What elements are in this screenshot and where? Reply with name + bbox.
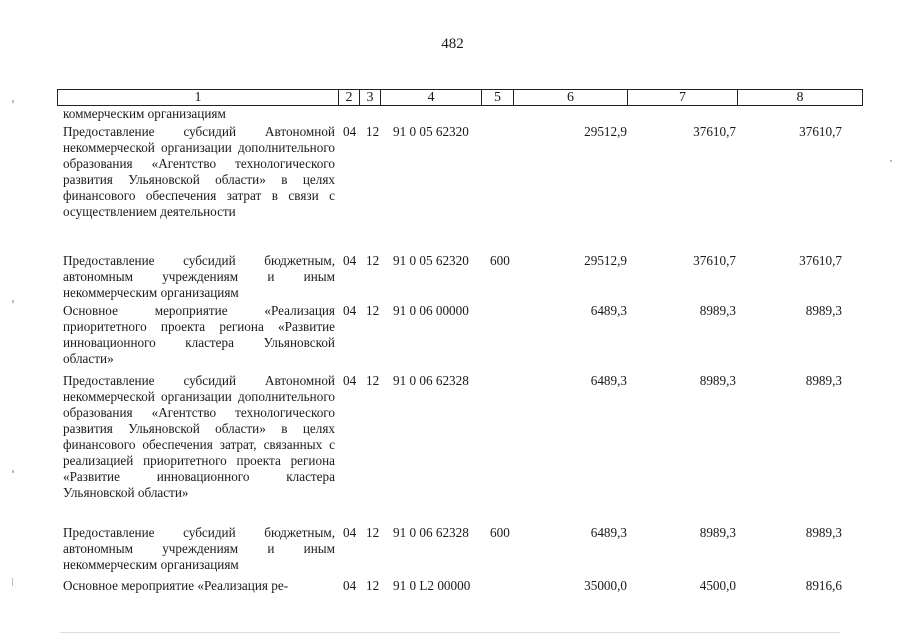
row-amount-col7: 4500,0 <box>699 578 736 593</box>
row-subsection: 12 <box>366 124 380 139</box>
row-target-article: 91 0 05 62320 <box>393 124 469 139</box>
row-description: Предоставление субсидий бюджетным, автономным учреждениям и иным некоммерческим организациям <box>63 525 335 572</box>
row-target-article: 91 0 06 62328 <box>393 373 469 388</box>
row-amount-col6: 6489,3 <box>590 373 627 388</box>
scan-speck <box>890 160 892 162</box>
column-header-5: 5 <box>482 90 514 105</box>
scan-edge-line <box>60 632 840 633</box>
column-header-1: 1 <box>58 90 339 105</box>
row-section: 04 <box>343 124 357 139</box>
row-target-article: 91 0 05 62320 <box>393 253 469 268</box>
column-header-4: 4 <box>381 90 482 105</box>
row-amount-col6: 6489,3 <box>590 525 627 540</box>
budget-table-body <box>0 106 905 598</box>
row-section: 04 <box>343 303 357 318</box>
row-section: 04 <box>343 373 357 388</box>
row-amount-col8: 37610,7 <box>799 253 842 268</box>
row-description: Предоставление субсидий Автономной некоммерческой организации дополнительного образования «Агентство технологического развития Ульяновской области» в целях финансового обеспечения затрат в связи с осуществлением деятельности <box>63 124 335 219</box>
column-header-7: 7 <box>628 90 738 105</box>
row-description: коммерческим организациям <box>63 106 226 121</box>
row-amount-col6: 29512,9 <box>584 124 627 139</box>
row-amount-col8: 8989,3 <box>805 303 842 318</box>
row-amount-col6: 35000,0 <box>584 578 627 593</box>
table-row <box>0 106 905 124</box>
row-amount-col8: 37610,7 <box>799 124 842 139</box>
row-amount-col8: 8916,6 <box>805 578 842 593</box>
column-header-2: 2 <box>339 90 360 105</box>
scan-speck <box>12 100 14 103</box>
scan-speck <box>12 578 13 586</box>
row-amount-col8: 8989,3 <box>805 525 842 540</box>
scan-speck <box>12 470 14 473</box>
page-number: 482 <box>441 36 464 52</box>
scan-speck <box>12 300 14 303</box>
row-target-article: 91 0 06 00000 <box>393 303 469 318</box>
row-description: Основное мероприятие «Реализация приоритетного проекта региона «Развитие инновационного кластера Ульяновской области» <box>63 303 335 366</box>
row-amount-col6: 29512,9 <box>584 253 627 268</box>
table-row <box>0 373 905 525</box>
table-row <box>0 124 905 253</box>
column-header-row <box>57 89 863 106</box>
table-row <box>0 525 905 578</box>
table-row <box>0 253 905 303</box>
row-section: 04 <box>343 253 357 268</box>
row-description: Основное мероприятие «Реализация ре- <box>63 578 289 593</box>
row-target-article: 91 0 06 62328 <box>393 525 469 540</box>
row-expense-type: 600 <box>490 525 510 540</box>
column-header-6: 6 <box>514 90 628 105</box>
row-subsection: 12 <box>366 253 380 268</box>
row-description: Предоставление субсидий бюджетным, автономным учреждениям и иным некоммерческим организациям <box>63 253 335 300</box>
row-subsection: 12 <box>366 525 380 540</box>
row-description: Предоставление субсидий Автономной некоммерческой организации дополнительного образования «Агентство технологического развития Ульяновской области» в целях финансового обеспечения затрат, связанных с реализацией приоритетного проекта региона «Развитие инновационного кластера Ульяновской области» <box>63 373 335 500</box>
row-amount-col7: 37610,7 <box>693 253 736 268</box>
row-expense-type: 600 <box>490 253 510 268</box>
row-section: 04 <box>343 525 357 540</box>
row-subsection: 12 <box>366 578 380 593</box>
table-row <box>0 303 905 373</box>
row-target-article: 91 0 L2 00000 <box>393 578 471 593</box>
row-subsection: 12 <box>366 373 380 388</box>
table-row <box>0 578 905 598</box>
row-subsection: 12 <box>366 303 380 318</box>
row-amount-col7: 8989,3 <box>699 303 736 318</box>
row-amount-col7: 37610,7 <box>693 124 736 139</box>
row-amount-col8: 8989,3 <box>805 373 842 388</box>
row-amount-col7: 8989,3 <box>699 373 736 388</box>
row-amount-col7: 8989,3 <box>699 525 736 540</box>
column-header-8: 8 <box>796 90 804 105</box>
row-amount-col6: 6489,3 <box>590 303 627 318</box>
row-section: 04 <box>343 578 357 593</box>
column-header-3: 3 <box>360 90 381 105</box>
